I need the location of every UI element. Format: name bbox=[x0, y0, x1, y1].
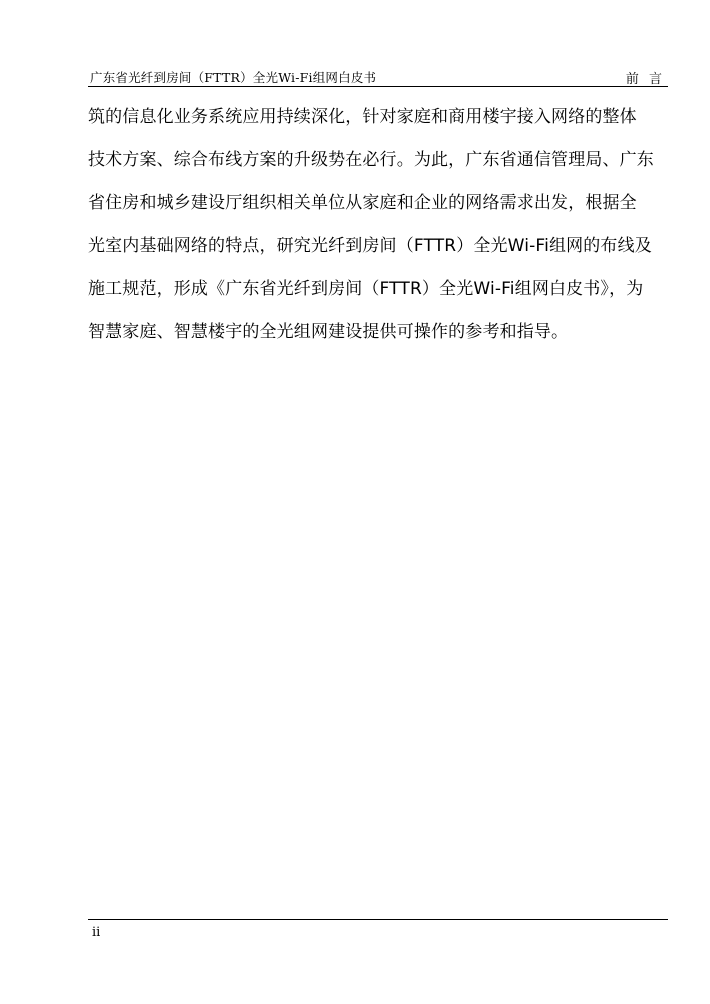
page-number: ii bbox=[92, 925, 101, 940]
paragraph-line: 技术方案、综合布线方案的升级势在必行。为此，广东省通信管理局、广东 bbox=[88, 150, 654, 170]
footer-divider bbox=[88, 919, 668, 920]
section-title: 前 言 bbox=[625, 72, 662, 87]
paragraph-line: 施工规范，形成《广东省光纤到房间（FTTR）全光Wi-Fi组网白皮书》，为 bbox=[88, 279, 644, 299]
header-divider bbox=[88, 86, 668, 87]
paragraph-line: 省住房和城乡建设厅组织相关单位从家庭和企业的网络需求出发，根据全 bbox=[88, 193, 637, 213]
body-paragraph bbox=[88, 100, 654, 358]
paragraph-line: 光室内基础网络的特点，研究光纤到房间（FTTR）全光Wi-Fi组网的布线及 bbox=[88, 236, 652, 256]
paragraph-line: 筑的信息化业务系统应用持续深化，针对家庭和商用楼宇接入网络的整体 bbox=[88, 107, 637, 127]
paragraph-line: 智慧家庭、智慧楼宇的全光组网建设提供可操作的参考和指导。 bbox=[88, 322, 569, 342]
page-header bbox=[88, 64, 668, 86]
document-title: 广东省光纤到房间（FTTR）全光Wi-Fi组网白皮书 bbox=[90, 70, 377, 85]
